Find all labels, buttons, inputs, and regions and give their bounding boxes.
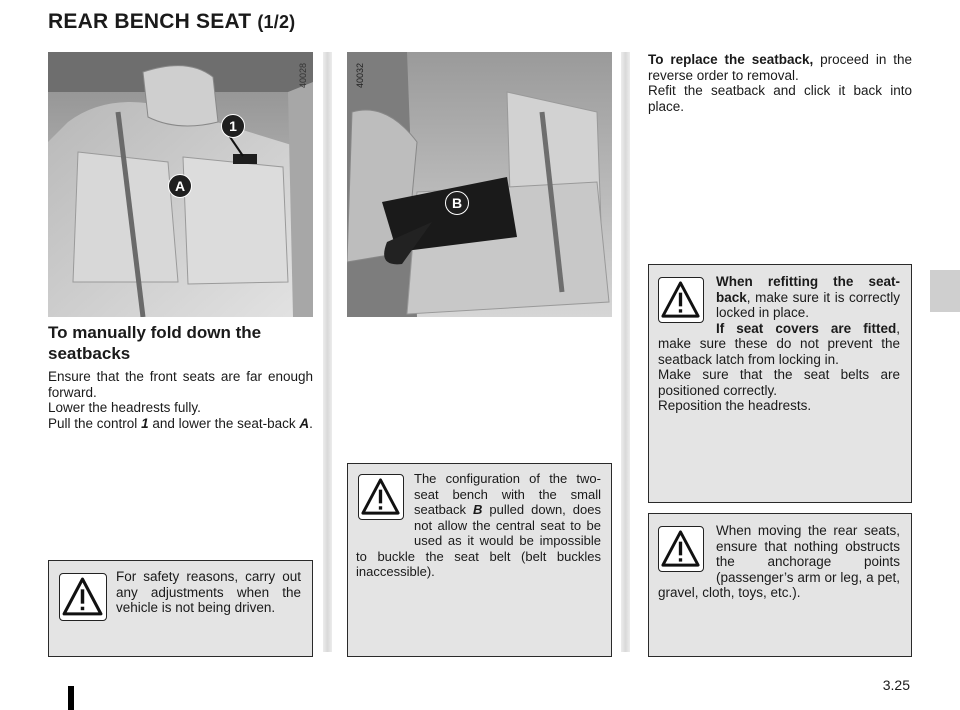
warning-refit-text bbox=[658, 274, 900, 414]
warning-text: The configuration of the two-seat bench with the small seatback bbox=[414, 471, 601, 517]
page-number: 3.25 bbox=[882, 677, 910, 693]
warning-text: When moving the rear seats, ensure that nothing obstructs the anchorage points (passenger’s arm or leg, a pet, gravel, cloth, toys, etc.). bbox=[658, 523, 900, 600]
replace-text bbox=[648, 52, 912, 114]
warning-text: , make sure it is correctly locked in place. bbox=[716, 289, 900, 320]
warning-text: , make sure these do not prevent the seatback latch from locking in. bbox=[658, 320, 900, 367]
replace-lead: To replace the seatback, bbox=[648, 52, 814, 67]
warning-text: pulled down, does not allow the central seat to be used as it would be impossible to buckle the seat belt (belt buckles inaccessible). bbox=[356, 502, 601, 579]
instruction-para bbox=[48, 416, 313, 432]
column-divider-left bbox=[323, 52, 332, 652]
warning-box-moving bbox=[648, 513, 912, 657]
instruction-para: Ensure that the front seats are far enough forward. bbox=[48, 369, 313, 400]
chapter-tab bbox=[930, 270, 960, 312]
replace-para bbox=[648, 52, 912, 83]
seat-illustration-right bbox=[347, 52, 612, 317]
crop-mark bbox=[68, 686, 74, 710]
ref-marker: 1 bbox=[141, 415, 149, 431]
warning-lead: If seat covers are fitted bbox=[716, 320, 897, 336]
ref-marker: B bbox=[473, 502, 483, 517]
page-title-text: REAR BENCH SEAT bbox=[48, 10, 252, 33]
instruction-para: Lower the headrests fully. bbox=[48, 400, 201, 415]
section-heading: To manually fold down the seatbacks bbox=[48, 323, 262, 363]
callout-b: B bbox=[445, 191, 469, 215]
replace-para: Refit the seatback and click it back into place. bbox=[648, 83, 912, 114]
photo-ref-code: 40028 bbox=[298, 62, 308, 88]
column-divider-right bbox=[621, 52, 630, 652]
instructions-text bbox=[48, 369, 313, 431]
warning-lead: When refitting the seat-back bbox=[716, 274, 900, 305]
warning-icon bbox=[59, 573, 107, 621]
warning-text: Make sure that the seat belts are positioned correctly. bbox=[658, 367, 900, 398]
warning-box-configuration bbox=[347, 463, 612, 657]
instruction-text: and lower the seat-back bbox=[148, 415, 300, 431]
ref-marker: A bbox=[299, 415, 310, 431]
instruction-text: . bbox=[309, 415, 313, 431]
warning-configuration-text bbox=[356, 471, 601, 580]
instruction-text: Pull the control bbox=[48, 415, 142, 431]
warning-box-refit bbox=[648, 264, 912, 503]
replace-rest: proceed in the reverse order to removal. bbox=[648, 52, 912, 83]
page-title-part: (1/2) bbox=[257, 12, 296, 32]
photo-seatback-fold bbox=[48, 52, 313, 317]
warning-safety-text: For safety reasons, carry out any adjustments when the vehicle is not being driven. bbox=[116, 569, 301, 615]
warning-text: Reposition the headrests. bbox=[658, 398, 812, 413]
warning-box-safety bbox=[48, 560, 313, 657]
page-title bbox=[48, 10, 295, 34]
callout-a: A bbox=[168, 174, 192, 198]
warning-moving-text bbox=[658, 523, 900, 601]
photo-ref-code: 40032 bbox=[355, 62, 365, 88]
callout-1: 1 bbox=[221, 114, 245, 138]
photo-small-seatback bbox=[347, 52, 612, 317]
